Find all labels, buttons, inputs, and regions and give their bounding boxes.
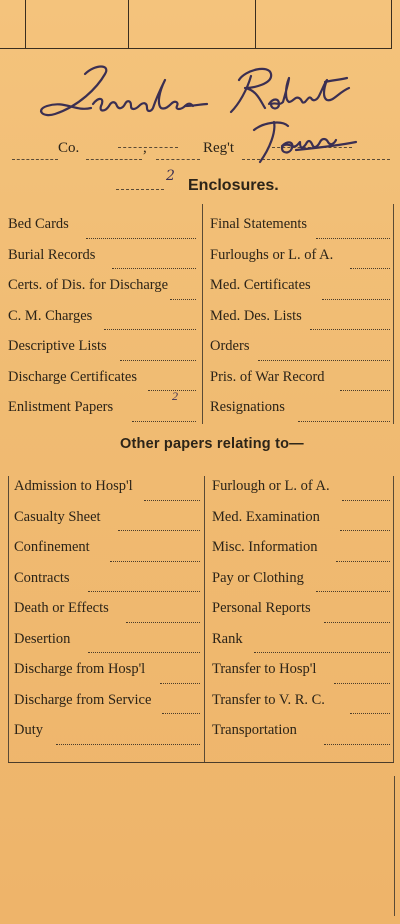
tab-divider	[391, 0, 392, 48]
company-name-line	[86, 159, 142, 160]
enclosure-item: Pris. of War Record	[210, 369, 392, 400]
enclosure-item: Discharge Certificates	[8, 369, 200, 400]
other-paper-item: Med. Examination	[212, 509, 392, 540]
enclosures-count: 2	[166, 168, 175, 184]
lower-edge-line	[394, 776, 395, 916]
other-left-border	[8, 476, 9, 762]
other-paper-item: Admission to Hosp'l	[14, 478, 202, 509]
tab-divider	[25, 0, 26, 48]
other-paper-item: Misc. Information	[212, 539, 392, 570]
tab-divider	[128, 0, 129, 48]
enclosure-item: Final Statements	[210, 216, 392, 247]
enclosure-item: C. M. Charges	[8, 308, 200, 339]
other-paper-item: Contracts	[14, 570, 202, 601]
enclosures-column-divider	[202, 204, 203, 424]
other-paper-item: Rank	[212, 631, 392, 662]
tab-bottom-rule	[0, 48, 392, 49]
enclosure-item: Certs. of Dis. for Discharge	[8, 277, 200, 308]
enclosures-left-column	[8, 216, 200, 430]
other-paper-item: Transportation	[212, 722, 392, 753]
other-column-divider	[204, 476, 205, 762]
enclosure-item: Descriptive Lists	[8, 338, 200, 369]
enclosures-count-line	[116, 189, 164, 190]
top-tab-frame	[0, 0, 400, 50]
other-paper-item: Confinement	[14, 539, 202, 570]
bottom-rule	[8, 762, 394, 763]
other-paper-item: Discharge from Hosp'l	[14, 661, 202, 692]
other-paper-item: Casualty Sheet	[14, 509, 202, 540]
regiment-number-line	[156, 159, 200, 160]
handwritten-regiment	[248, 118, 360, 164]
enclosure-item: Bed Cards	[8, 216, 200, 247]
other-right-column	[212, 478, 392, 753]
other-paper-item: Transfer to V. R. C.	[212, 692, 392, 723]
name-underline-left	[118, 147, 178, 148]
enclosure-item: Med. Des. Lists	[210, 308, 392, 339]
enclosure-item: Enlistment Papers 2	[8, 399, 200, 430]
comma-separator: ,	[143, 140, 147, 156]
other-left-column	[14, 478, 202, 753]
other-paper-item: Personal Reports	[212, 600, 392, 631]
other-paper-item: Death or Effects	[14, 600, 202, 631]
other-paper-item: Desertion	[14, 631, 202, 662]
enclosures-right-column	[210, 216, 392, 430]
other-paper-item: Transfer to Hosp'l	[212, 661, 392, 692]
other-paper-item: Furlough or L. of A.	[212, 478, 392, 509]
enclosures-right-border	[393, 204, 394, 424]
company-number-line	[12, 159, 58, 160]
enclosure-item: Burial Records	[8, 247, 200, 278]
enclosures-heading: Enclosures.	[188, 177, 279, 194]
tab-divider	[255, 0, 256, 48]
other-right-border	[393, 476, 394, 762]
other-papers-heading: Other papers relating to—	[120, 436, 304, 452]
enclosure-item: Orders	[210, 338, 392, 369]
other-paper-item: Duty	[14, 722, 202, 753]
enclosure-item: Resignations	[210, 399, 392, 430]
other-paper-item: Pay or Clothing	[212, 570, 392, 601]
enlistment-papers-count: 2	[172, 389, 178, 403]
regiment-label: Reg't	[203, 140, 235, 156]
enclosure-item: Furloughs or L. of A.	[210, 247, 392, 278]
company-label: Co.	[58, 140, 80, 156]
enclosure-item: Med. Certificates	[210, 277, 392, 308]
other-paper-item: Discharge from Service	[14, 692, 202, 723]
